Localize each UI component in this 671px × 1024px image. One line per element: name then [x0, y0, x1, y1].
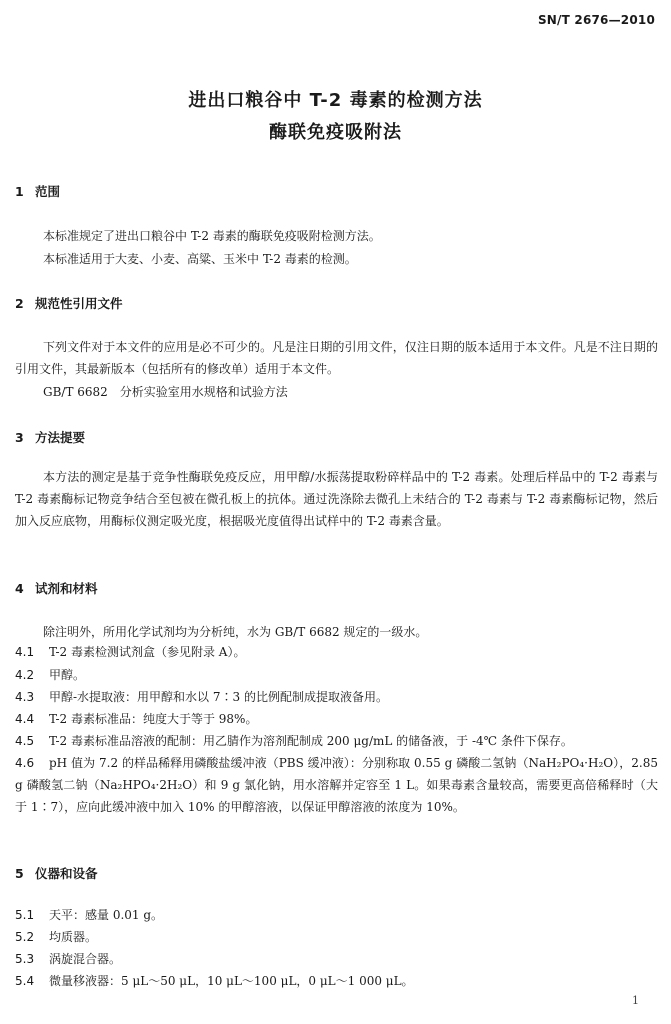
list-item [15, 708, 658, 730]
item-text: T-2 毒素标准品：纯度大于等于 98%。 [49, 712, 258, 726]
section-title: 试剂和材料 [35, 581, 98, 596]
list-item [15, 904, 658, 926]
list-item [15, 970, 658, 992]
section-4-heading [15, 579, 98, 597]
item-number: 5.4 [15, 974, 35, 988]
section-3-heading [15, 428, 85, 446]
section-1-heading [15, 182, 60, 200]
item-text: 微量移液器：5 μL～50 μL，10 μL～100 μL，0 μL～1 000 μL。 [49, 974, 414, 988]
section-number: 1 [15, 184, 24, 199]
page-number: 1 [632, 994, 639, 1007]
list-item [15, 730, 658, 752]
section-5-heading [15, 864, 98, 882]
section-title: 方法提要 [35, 430, 86, 445]
section-number: 5 [15, 866, 24, 881]
item-text: pH 值为 7.2 的样品稀释用磷酸盐缓冲液（PBS 缓冲液）：分别称取 0.55 g 磷酸二氢钠（NaH₂PO₄·H₂O），2.85 g 磷酸氢二钠（Na₂HPO₄·2H₂O）和 9 g 氯化钠，用水溶解并定容至 1 L。如果毒素含量较高，需要更高倍稀释时（大于 1∶7），应向此缓冲液中加入 10% 的甲醇溶液，以保证甲醇溶液的浓度为 10%。 [15, 756, 658, 814]
section-2-heading [15, 294, 123, 312]
item-text: 天平：感量 0.01 g。 [49, 908, 164, 922]
item-number: 5.1 [15, 908, 35, 922]
item-text: 涡旋混合器。 [49, 952, 122, 966]
item-text: 均质器。 [49, 930, 98, 944]
section-2-paragraph: 下列文件对于本文件的应用是必不可少的。凡是注日期的引用文件，仅注日期的版本适用于本文件。凡是不注日期的引用文件，其最新版本（包括所有的修改单）适用于本文件。 [15, 340, 658, 376]
normative-reference: GB/T 6682 分析实验室用水规格和试验方法 [43, 385, 288, 399]
section-number: 4 [15, 581, 24, 596]
list-item [15, 948, 658, 970]
section-4-intro: 除注明外，所用化学试剂均为分析纯，水为 GB/T 6682 规定的一级水。 [43, 625, 428, 639]
item-number: 4.4 [15, 712, 35, 726]
list-item [15, 926, 658, 948]
section-number: 2 [15, 296, 24, 311]
section-3-paragraph: 本方法的测定是基于竞争性酶联免疫反应，用甲醇/水振荡提取粉碎样品中的 T-2 毒素。处理后样品中的 T-2 毒素与 T-2 毒素酶标记物竞争结合至包被在微孔板上的抗体。通过洗涤除去微孔上未结合的 T-2 毒素与 T-2 毒素酶标记物，然后加入反应底物，用酶标仪测定吸光度，根据吸光度值得出试样中的 T-2 毒素含量。 [15, 470, 658, 528]
standard-code: SN/T 2676—2010 [537, 13, 655, 27]
item-number: 5.3 [15, 952, 35, 966]
item-text: 甲醇-水提取液：用甲醇和水以 7∶3 的比例配制成提取液备用。 [49, 690, 388, 704]
document-subtitle: 酶联免疫吸附法 [269, 122, 402, 143]
section-1-paragraph-2: 本标准适用于大麦、小麦、高粱、玉米中 T-2 毒素的检测。 [43, 252, 357, 266]
item-text: T-2 毒素标准品溶液的配制：用乙腈作为溶剂配制成 200 μg/mL 的储备液，于 -4℃ 条件下保存。 [49, 734, 573, 748]
list-item [15, 752, 658, 818]
item-text: 甲醇。 [49, 668, 86, 682]
list-item [15, 641, 658, 663]
item-number: 4.5 [15, 734, 35, 748]
item-number: 4.1 [15, 645, 35, 659]
section-number: 3 [15, 430, 24, 445]
section-title: 规范性引用文件 [35, 296, 123, 311]
section-title: 范围 [35, 184, 61, 199]
item-number: 4.6 [15, 756, 35, 770]
list-item [15, 686, 658, 708]
section-title: 仪器和设备 [35, 866, 98, 881]
item-text: T-2 毒素检测试剂盒（参见附录 A）。 [49, 645, 246, 659]
item-number: 4.3 [15, 690, 35, 704]
list-item [15, 664, 658, 686]
item-number: 5.2 [15, 930, 35, 944]
item-number: 4.2 [15, 668, 35, 682]
document-title: 进出口粮谷中 T-2 毒素的检测方法 [188, 90, 483, 111]
section-1-paragraph-1: 本标准规定了进出口粮谷中 T-2 毒素的酶联免疫吸附检测方法。 [43, 229, 381, 243]
